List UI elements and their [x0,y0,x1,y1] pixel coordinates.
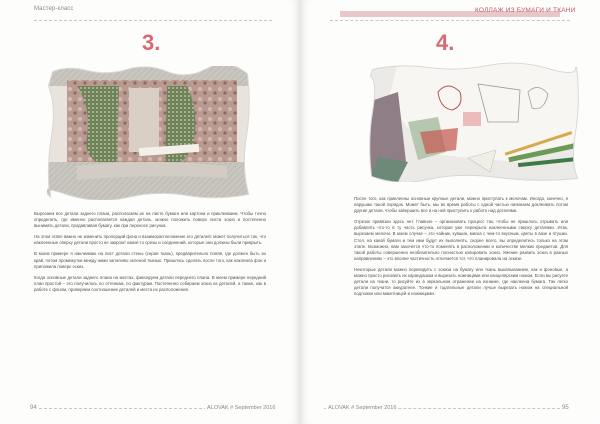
magazine-issue-right: ALOVAK # September 2016 [328,405,397,411]
paragraph: На этом этапе важно не изменить пропорций фона и взаиморасположение его деталей: может получиться так, что наклеенные сверху детали просто не закроют какие-то срезы и соединений, которые они должны были прикрыть. [34,234,266,246]
section-label: Мастер-класс [34,6,74,12]
step-number-4: 4. [436,30,455,55]
sketch-photo-step-4 [368,62,580,182]
paragraph: Некоторые детали можно переводить с эскиза на бумагу или ткань выкалыванием, как и фоновые, а можно просто рисовать их карандашом и вырезать ножницами или канцелярским ножом. Если вы рисуете детали на ткани, то рисуйте их в зеркальном отражении на изнанке, где наклеена бумага. Так легко детали получатся аккуратнее. Тонкие и тщательные детали лучше вырезать ножом на специальной подложке или макетницей и ножницами. [354,266,568,297]
paragraph: После того, как приклеены основные крупные детали, можно приступать к мелочам. Иногда, конечно, я нарушаю такой порядок. Может быть, мы во время работы с одной частью начинаем доклеивать потом другие детали, чтобы завершить все и на ней приступить к работе над деталями. [354,196,568,214]
right-page [300,0,600,424]
step-number-3: 3. [142,30,161,55]
header-divider [330,20,570,21]
right-body-text [354,196,568,302]
header-divider [34,20,272,21]
paragraph: Вырезаем все детали заднего плана, располагаем их на листе бумаги или картона и приклеиваем. Чтобы точно определить, где именно располагается каждая деталь, можно положить поверх листа эскиз и постепенно вынимать детали, продавливая бумагу, как при переносе рисунка. [34,211,266,229]
magazine-issue-left: ALOVAK # September 2016 [207,405,276,411]
page-number-right: 95 [562,405,569,411]
page-number-left: 94 [30,405,37,411]
paragraph: Когда основные детали заднего плана на местах, фиксируем детали переднего плана. В моем примере передний план простой – это получилось по оттенкам, по фактурам. Постепенно собираем эскиз из деталей, а также, как в работе с фоном, проверяем соотношение деталей и места их расположения. [34,274,266,292]
left-body-text [34,211,266,298]
collage-photo-step-3 [47,66,251,200]
article-title: КОЛЛАЖ ИЗ БУМАГИ И ТКАНИ [475,7,576,14]
paragraph: В моем примере я наклеиваю на лист детали стены (серая ткань), предварительно поняв, где должен быть их край, потом промежутки между ними заполняю зеленой тканью. Пришлось сделать после того, как наклеила фон и приложила поверх эскиз. [34,251,266,269]
paragraph: Отрезок привязан здесь нет. Главное – организовать процесс так, чтобы не пришлось отрывать или добавлять что-то в ту часть рисунка, которая уже перекрыта наклеенными сверху деталями. Итак, вырезаем мелочи. В моем случае – это чайник, кувшин, миска с чем-то вкусным, цветы в вазе и птушки. Стол, на какой бумаги и тем ими будут их выполнять, скорее всего, вы определитесь только на этом этапе. Возможно, вам захочется что-то поменять в расположении и количестве мелких предметов. Для такой работы совершенно необязательно полностью копировать эскиз. Умение развить эскиз в разных направлениях – это вполне частичность отличается тот, что планировала на эскизе. [354,219,568,261]
